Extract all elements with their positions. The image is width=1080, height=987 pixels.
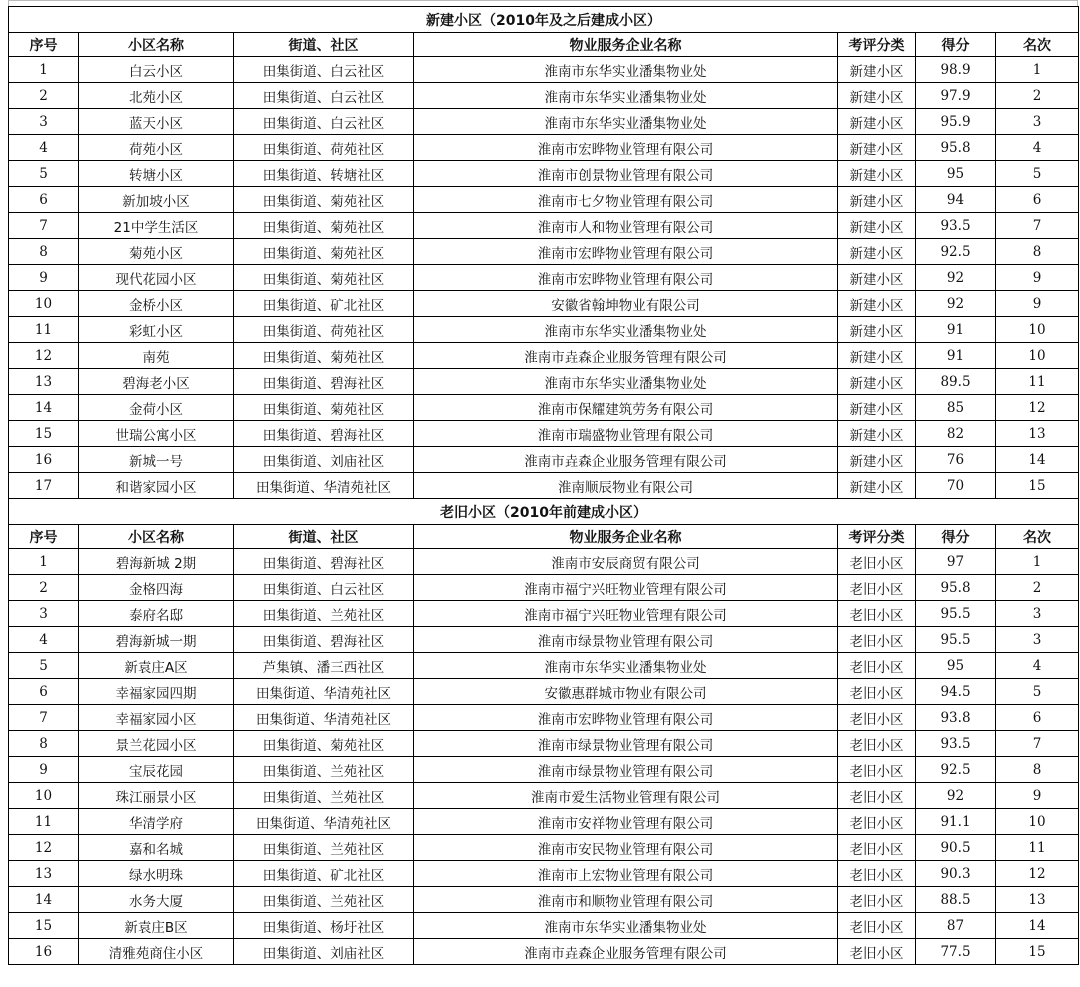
section-title: 新建小区（2010年及之后建成小区） [9, 7, 1079, 33]
table-row [9, 317, 1079, 343]
cell-category: 老旧小区 [838, 549, 916, 575]
cell-property-company: 淮南市安祥物业管理有限公司 [414, 809, 838, 835]
cell-rank: 9 [996, 783, 1079, 809]
cell-category: 新建小区 [838, 447, 916, 473]
cell-category: 新建小区 [838, 135, 916, 161]
table-row [9, 291, 1079, 317]
header-row [9, 525, 1079, 549]
cell-community-name: 新城一号 [79, 447, 234, 473]
cell-property-company: 淮南市创景物业管理有限公司 [414, 161, 838, 187]
cell-category: 新建小区 [838, 317, 916, 343]
cell-category: 新建小区 [838, 421, 916, 447]
cell-score: 91 [916, 343, 996, 369]
cell-community-name: 21中学生活区 [79, 213, 234, 239]
cell-street-community: 田集街道、兰苑社区 [234, 887, 414, 913]
cell-category: 老旧小区 [838, 757, 916, 783]
cell-street-community: 田集街道、菊苑社区 [234, 731, 414, 757]
cell-row-number: 5 [9, 653, 79, 679]
cell-community-name: 碧海老小区 [79, 369, 234, 395]
column-header-property-company: 物业服务企业名称 [414, 525, 838, 549]
cell-street-community: 田集街道、刘庙社区 [234, 939, 414, 965]
cell-property-company: 安徽省翰坤物业有限公司 [414, 291, 838, 317]
cell-category: 新建小区 [838, 109, 916, 135]
cell-category: 新建小区 [838, 83, 916, 109]
table-row [9, 239, 1079, 265]
cell-rank: 9 [996, 265, 1079, 291]
cell-row-number: 2 [9, 575, 79, 601]
column-header-rank: 名次 [996, 525, 1079, 549]
cell-score: 95.8 [916, 575, 996, 601]
cell-rank: 11 [996, 835, 1079, 861]
section-title: 老旧小区（2010年前建成小区） [9, 499, 1079, 525]
cell-score: 97.9 [916, 83, 996, 109]
cell-row-number: 8 [9, 731, 79, 757]
cell-rank: 2 [996, 83, 1079, 109]
cell-rank: 12 [996, 395, 1079, 421]
cell-rank: 13 [996, 421, 1079, 447]
cell-street-community: 田集街道、菊苑社区 [234, 187, 414, 213]
table-row [9, 861, 1079, 887]
cell-row-number: 13 [9, 861, 79, 887]
cell-rank: 4 [996, 135, 1079, 161]
table-row [9, 57, 1079, 83]
cell-property-company: 淮南市东华实业潘集物业处 [414, 109, 838, 135]
cell-score: 92.5 [916, 757, 996, 783]
cell-property-company: 淮南市宏晔物业管理有限公司 [414, 239, 838, 265]
cell-community-name: 和谐家园小区 [79, 473, 234, 499]
cell-score: 70 [916, 473, 996, 499]
cell-category: 老旧小区 [838, 627, 916, 653]
cell-community-name: 南苑 [79, 343, 234, 369]
cell-community-name: 新袁庄A区 [79, 653, 234, 679]
cell-property-company: 淮南市上宏物业管理有限公司 [414, 861, 838, 887]
cell-row-number: 1 [9, 549, 79, 575]
cell-community-name: 菊苑小区 [79, 239, 234, 265]
cell-category: 老旧小区 [838, 861, 916, 887]
cell-rank: 9 [996, 291, 1079, 317]
cell-score: 95 [916, 653, 996, 679]
cell-street-community: 田集街道、碧海社区 [234, 369, 414, 395]
cell-street-community: 田集街道、矿北社区 [234, 861, 414, 887]
cell-row-number: 14 [9, 395, 79, 421]
cell-category: 老旧小区 [838, 679, 916, 705]
cell-row-number: 17 [9, 473, 79, 499]
cell-property-company: 淮南市绿景物业管理有限公司 [414, 757, 838, 783]
cell-street-community: 田集街道、白云社区 [234, 109, 414, 135]
cell-community-name: 幸福家园小区 [79, 705, 234, 731]
cell-category: 新建小区 [838, 343, 916, 369]
cell-row-number: 16 [9, 447, 79, 473]
table-row [9, 627, 1079, 653]
cell-score: 95.5 [916, 601, 996, 627]
cell-score: 92 [916, 265, 996, 291]
cell-community-name: 碧海新城一期 [79, 627, 234, 653]
table-row [9, 835, 1079, 861]
column-header-street-community: 街道、社区 [234, 525, 414, 549]
table-row [9, 83, 1079, 109]
cell-street-community: 田集街道、华清苑社区 [234, 809, 414, 835]
cell-community-name: 水务大厦 [79, 887, 234, 913]
cell-row-number: 9 [9, 757, 79, 783]
cell-community-name: 蓝天小区 [79, 109, 234, 135]
cell-row-number: 4 [9, 135, 79, 161]
column-header-community-name: 小区名称 [79, 525, 234, 549]
cell-row-number: 15 [9, 421, 79, 447]
cell-row-number: 13 [9, 369, 79, 395]
cell-property-company: 淮南市垚森企业服务管理有限公司 [414, 343, 838, 369]
cell-property-company: 淮南市东华实业潘集物业处 [414, 913, 838, 939]
cell-score: 98.9 [916, 57, 996, 83]
cell-rank: 6 [996, 705, 1079, 731]
cell-score: 88.5 [916, 887, 996, 913]
cell-street-community: 田集街道、矿北社区 [234, 291, 414, 317]
cell-community-name: 嘉和名城 [79, 835, 234, 861]
cell-property-company: 淮南市七夕物业管理有限公司 [414, 187, 838, 213]
cell-score: 90.3 [916, 861, 996, 887]
table-row [9, 679, 1079, 705]
cell-property-company: 安徽惠群城市物业有限公司 [414, 679, 838, 705]
cell-rank: 10 [996, 343, 1079, 369]
cell-street-community: 田集街道、杨圩社区 [234, 913, 414, 939]
cell-community-name: 彩虹小区 [79, 317, 234, 343]
table-row [9, 265, 1079, 291]
cell-category: 新建小区 [838, 395, 916, 421]
cell-community-name: 北苑小区 [79, 83, 234, 109]
cell-street-community: 田集街道、菊苑社区 [234, 213, 414, 239]
cell-row-number: 6 [9, 187, 79, 213]
column-header-row-number: 序号 [9, 33, 79, 57]
cell-score: 90.5 [916, 835, 996, 861]
table-row [9, 575, 1079, 601]
cell-row-number: 15 [9, 913, 79, 939]
cell-category: 老旧小区 [838, 653, 916, 679]
cell-community-name: 新加坡小区 [79, 187, 234, 213]
cell-rank: 7 [996, 731, 1079, 757]
column-header-score: 得分 [916, 525, 996, 549]
cell-street-community: 田集街道、华清苑社区 [234, 705, 414, 731]
cell-street-community: 田集街道、兰苑社区 [234, 783, 414, 809]
cell-street-community: 田集街道、菊苑社区 [234, 343, 414, 369]
cell-score: 95.9 [916, 109, 996, 135]
cell-score: 82 [916, 421, 996, 447]
cell-category: 新建小区 [838, 161, 916, 187]
cell-rank: 2 [996, 575, 1079, 601]
table-row [9, 369, 1079, 395]
cell-category: 老旧小区 [838, 575, 916, 601]
cell-street-community: 田集街道、华清苑社区 [234, 679, 414, 705]
cell-street-community: 田集街道、白云社区 [234, 575, 414, 601]
cell-category: 老旧小区 [838, 705, 916, 731]
table-row [9, 913, 1079, 939]
cell-property-company: 淮南市东华实业潘集物业处 [414, 369, 838, 395]
cell-community-name: 白云小区 [79, 57, 234, 83]
cell-rank: 15 [996, 473, 1079, 499]
ranking-sheet [8, 6, 1078, 965]
table-row [9, 109, 1079, 135]
header-row [9, 33, 1079, 57]
cell-street-community: 芦集镇、潘三西社区 [234, 653, 414, 679]
cell-score: 87 [916, 913, 996, 939]
cell-rank: 6 [996, 187, 1079, 213]
section-title-row [9, 7, 1079, 33]
table-row [9, 161, 1079, 187]
cell-row-number: 8 [9, 239, 79, 265]
cell-rank: 7 [996, 213, 1079, 239]
table-row [9, 887, 1079, 913]
column-header-property-company: 物业服务企业名称 [414, 33, 838, 57]
column-header-score: 得分 [916, 33, 996, 57]
table-row [9, 731, 1079, 757]
cell-community-name: 世瑞公寓小区 [79, 421, 234, 447]
cell-community-name: 金荷小区 [79, 395, 234, 421]
cell-score: 91 [916, 317, 996, 343]
table-row [9, 343, 1079, 369]
cell-property-company: 淮南市安辰商贸有限公司 [414, 549, 838, 575]
table-row [9, 653, 1079, 679]
table-row [9, 395, 1079, 421]
cell-street-community: 田集街道、菊苑社区 [234, 265, 414, 291]
cell-row-number: 14 [9, 887, 79, 913]
cell-community-name: 宝辰花园 [79, 757, 234, 783]
cell-street-community: 田集街道、转塘社区 [234, 161, 414, 187]
cell-rank: 10 [996, 317, 1079, 343]
cell-score: 95 [916, 161, 996, 187]
cell-category: 老旧小区 [838, 809, 916, 835]
cell-rank: 12 [996, 861, 1079, 887]
cell-score: 77.5 [916, 939, 996, 965]
cell-street-community: 田集街道、荷苑社区 [234, 135, 414, 161]
cell-row-number: 16 [9, 939, 79, 965]
cell-property-company: 淮南市瑞盛物业管理有限公司 [414, 421, 838, 447]
cell-row-number: 9 [9, 265, 79, 291]
cell-property-company: 淮南市宏晔物业管理有限公司 [414, 135, 838, 161]
cell-rank: 8 [996, 239, 1079, 265]
cell-community-name: 珠江丽景小区 [79, 783, 234, 809]
cell-community-name: 泰府名邸 [79, 601, 234, 627]
cell-rank: 4 [996, 653, 1079, 679]
table-row [9, 187, 1079, 213]
cell-property-company: 淮南市绿景物业管理有限公司 [414, 627, 838, 653]
cell-category: 老旧小区 [838, 783, 916, 809]
section-title-row [9, 499, 1079, 525]
cell-row-number: 6 [9, 679, 79, 705]
cell-category: 新建小区 [838, 369, 916, 395]
column-header-community-name: 小区名称 [79, 33, 234, 57]
cell-property-company: 淮南市东华实业潘集物业处 [414, 57, 838, 83]
cell-score: 97 [916, 549, 996, 575]
cell-category: 老旧小区 [838, 887, 916, 913]
cell-score: 93.8 [916, 705, 996, 731]
cell-row-number: 5 [9, 161, 79, 187]
cell-property-company: 淮南市宏晔物业管理有限公司 [414, 265, 838, 291]
column-header-category: 考评分类 [838, 33, 916, 57]
table-row [9, 939, 1079, 965]
cell-community-name: 转塘小区 [79, 161, 234, 187]
cell-rank: 8 [996, 757, 1079, 783]
column-header-category: 考评分类 [838, 525, 916, 549]
cell-street-community: 田集街道、兰苑社区 [234, 601, 414, 627]
cell-property-company: 淮南市人和物业管理有限公司 [414, 213, 838, 239]
cell-score: 93.5 [916, 213, 996, 239]
table-row [9, 421, 1079, 447]
cell-score: 91.1 [916, 809, 996, 835]
cell-property-company: 淮南市安民物业管理有限公司 [414, 835, 838, 861]
cell-property-company: 淮南市福宁兴旺物业管理有限公司 [414, 601, 838, 627]
cell-community-name: 新袁庄B区 [79, 913, 234, 939]
cell-property-company: 淮南顺辰物业有限公司 [414, 473, 838, 499]
cell-rank: 1 [996, 57, 1079, 83]
cell-rank: 3 [996, 109, 1079, 135]
cell-score: 85 [916, 395, 996, 421]
cell-row-number: 3 [9, 109, 79, 135]
table-row [9, 135, 1079, 161]
cell-row-number: 11 [9, 317, 79, 343]
cell-property-company: 淮南市福宁兴旺物业管理有限公司 [414, 575, 838, 601]
cell-property-company: 淮南市宏晔物业管理有限公司 [414, 705, 838, 731]
cell-property-company: 淮南市垚森企业服务管理有限公司 [414, 939, 838, 965]
table-row [9, 757, 1079, 783]
cell-rank: 14 [996, 447, 1079, 473]
cell-rank: 15 [996, 939, 1079, 965]
cell-community-name: 碧海新城 2期 [79, 549, 234, 575]
cell-row-number: 12 [9, 835, 79, 861]
cell-rank: 3 [996, 627, 1079, 653]
cell-score: 94 [916, 187, 996, 213]
cell-category: 老旧小区 [838, 939, 916, 965]
cell-street-community: 田集街道、兰苑社区 [234, 757, 414, 783]
cell-street-community: 田集街道、菊苑社区 [234, 395, 414, 421]
cell-property-company: 淮南市绿景物业管理有限公司 [414, 731, 838, 757]
cell-street-community: 田集街道、兰苑社区 [234, 835, 414, 861]
cell-row-number: 7 [9, 213, 79, 239]
cell-community-name: 景兰花园小区 [79, 731, 234, 757]
table-row [9, 473, 1079, 499]
cell-street-community: 田集街道、荷苑社区 [234, 317, 414, 343]
cell-community-name: 金桥小区 [79, 291, 234, 317]
table-row [9, 783, 1079, 809]
cell-rank: 10 [996, 809, 1079, 835]
cell-community-name: 幸福家园四期 [79, 679, 234, 705]
cell-category: 新建小区 [838, 265, 916, 291]
cell-score: 95.8 [916, 135, 996, 161]
cell-score: 89.5 [916, 369, 996, 395]
cell-category: 老旧小区 [838, 913, 916, 939]
cell-rank: 5 [996, 679, 1079, 705]
table-row [9, 705, 1079, 731]
cell-property-company: 淮南市爱生活物业管理有限公司 [414, 783, 838, 809]
cell-rank: 5 [996, 161, 1079, 187]
cell-row-number: 7 [9, 705, 79, 731]
cell-category: 新建小区 [838, 187, 916, 213]
cell-row-number: 3 [9, 601, 79, 627]
cell-community-name: 现代花园小区 [79, 265, 234, 291]
cell-score: 92 [916, 291, 996, 317]
cell-score: 93.5 [916, 731, 996, 757]
table-row [9, 213, 1079, 239]
cell-score: 76 [916, 447, 996, 473]
cell-category: 新建小区 [838, 473, 916, 499]
cell-row-number: 10 [9, 783, 79, 809]
cell-rank: 13 [996, 887, 1079, 913]
cell-row-number: 1 [9, 57, 79, 83]
cell-community-name: 金格四海 [79, 575, 234, 601]
cell-community-name: 华清学府 [79, 809, 234, 835]
cell-property-company: 淮南市和顺物业管理有限公司 [414, 887, 838, 913]
cell-street-community: 田集街道、刘庙社区 [234, 447, 414, 473]
cell-property-company: 淮南市东华实业潘集物业处 [414, 83, 838, 109]
cell-street-community: 田集街道、白云社区 [234, 83, 414, 109]
column-header-row-number: 序号 [9, 525, 79, 549]
cell-street-community: 田集街道、碧海社区 [234, 421, 414, 447]
cell-property-company: 淮南市垚森企业服务管理有限公司 [414, 447, 838, 473]
cell-street-community: 田集街道、菊苑社区 [234, 239, 414, 265]
cell-category: 老旧小区 [838, 835, 916, 861]
cell-street-community: 田集街道、华清苑社区 [234, 473, 414, 499]
cell-property-company: 淮南市保耀建筑劳务有限公司 [414, 395, 838, 421]
cell-property-company: 淮南市东华实业潘集物业处 [414, 317, 838, 343]
cell-rank: 1 [996, 549, 1079, 575]
cell-community-name: 荷苑小区 [79, 135, 234, 161]
table-row [9, 809, 1079, 835]
column-header-street-community: 街道、社区 [234, 33, 414, 57]
cell-row-number: 11 [9, 809, 79, 835]
cell-street-community: 田集街道、碧海社区 [234, 549, 414, 575]
cell-score: 92 [916, 783, 996, 809]
cell-category: 新建小区 [838, 57, 916, 83]
ranking-table [8, 6, 1079, 965]
cell-rank: 3 [996, 601, 1079, 627]
cell-category: 老旧小区 [838, 731, 916, 757]
cell-row-number: 10 [9, 291, 79, 317]
table-row [9, 601, 1079, 627]
cell-row-number: 12 [9, 343, 79, 369]
cell-rank: 11 [996, 369, 1079, 395]
column-header-rank: 名次 [996, 33, 1079, 57]
cell-street-community: 田集街道、碧海社区 [234, 627, 414, 653]
cell-category: 新建小区 [838, 213, 916, 239]
cell-score: 92.5 [916, 239, 996, 265]
cell-score: 94.5 [916, 679, 996, 705]
cell-community-name: 绿水明珠 [79, 861, 234, 887]
cell-street-community: 田集街道、白云社区 [234, 57, 414, 83]
cell-category: 老旧小区 [838, 601, 916, 627]
cell-row-number: 2 [9, 83, 79, 109]
table-row [9, 549, 1079, 575]
table-row [9, 447, 1079, 473]
cell-category: 新建小区 [838, 291, 916, 317]
cell-row-number: 4 [9, 627, 79, 653]
cell-property-company: 淮南市东华实业潘集物业处 [414, 653, 838, 679]
cell-rank: 14 [996, 913, 1079, 939]
cell-score: 95.5 [916, 627, 996, 653]
cell-community-name: 清雅苑商住小区 [79, 939, 234, 965]
cell-category: 新建小区 [838, 239, 916, 265]
